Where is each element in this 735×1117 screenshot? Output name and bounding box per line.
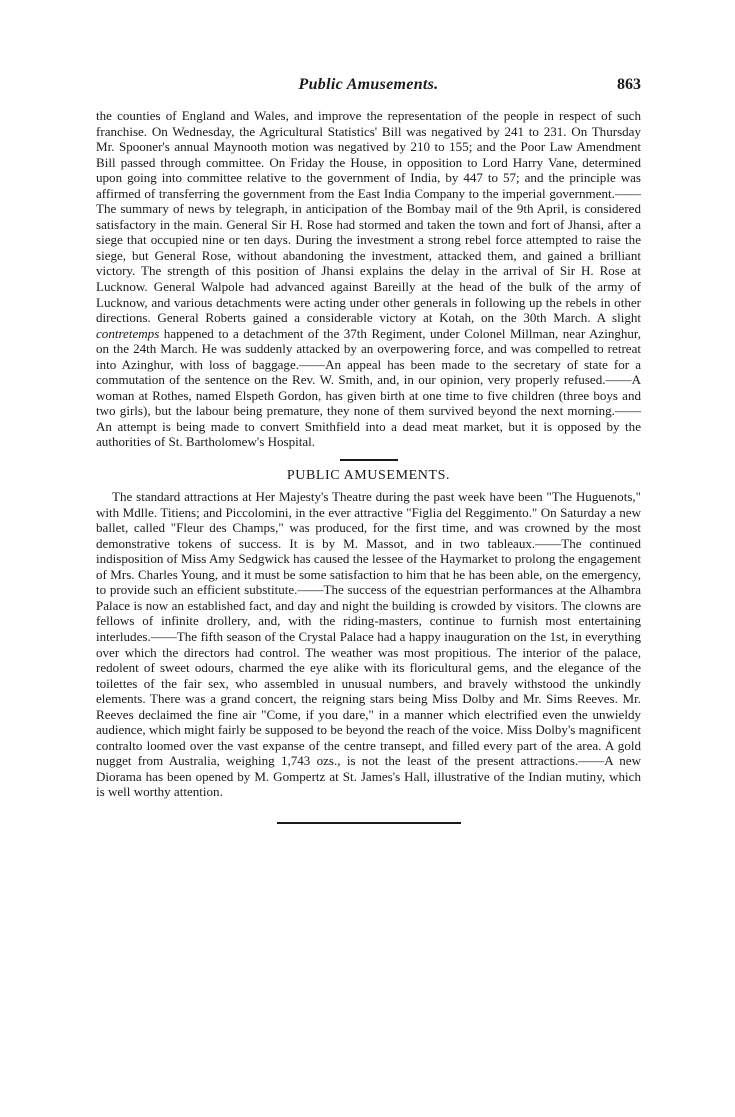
foreign-term: contretemps [96,325,160,341]
public-amusements-paragraph: The standard attractions at Her Majesty's Theatre during the past week have been "The Huguenots," with Mdlle. Titiens; and Piccolomini, in the ever attractive "Figlia del Reggimento." On Saturday a new ballet, called "Fleur des Champs," was produced, for the first time, and was crowned by the most demonstrative tokens of success. It is by M. Massot, and in two tableaux.——The continued indisposition of Miss Amy Sedgwick has caused the lessee of the Haymarket to prolong the engagement of Mrs. Charles Young, and it must be some satisfaction to him that he has been able, on the emergency, to provide such an efficient substitute.——The success of the equestrian performances at the Alhambra Palace is now an established fact, and day and night the building is crowded by visitors. The clowns are fellows of infinite drollery, and, with the riding-masters, continue to furnish most entertaining interludes.——The fifth season of the Crystal Palace had a happy inauguration on the 1st, in everything over which the directors had control. The weather was most propitious. The interior of the palace, redolent of sweet odours, charmed the eye alike with its floricultural gems, and the elegance of the toilettes of the fair sex, who assembled in unusual numbers, and bravely withstood the unkindly elements. There was a grand concert, the reigning stars being Miss Dolby and Mr. Sims Reeves. Mr. Reeves declaimed the fine air "Come, if you dare," in a manner which electrified even the unwieldy audience, which might fairly be supposed to be beyond the reach of the voice. Miss Dolby's magnificent contralto loomed over the vast expanse of the centre transept, and filled every part of the area. A gold nugget from Australia, weighing 1,743 ozs., is not the least of the present attractions.——A new Diorama has been opened by M. Gompertz at St. James's Hall, illustrative of the Indian mutiny, which is well worthy attention. [96,489,641,800]
running-head [96,76,641,100]
section-heading: PUBLIC AMUSEMENTS. [286,468,451,484]
running-title: Public Amusements. [298,76,439,93]
section-divider-short [340,459,398,461]
document-page [96,76,641,824]
news-summary-paragraph: the counties of England and Wales, and improve the representation of the people in respect of such franchise. On Wednesday, the Agricultural Statistics' Bill was negatived by 241 to 231. On Thursday Mr. Spooner's annual Maynooth motion was negatived by 210 to 155; and the Poor Law Amendment Bill passed through committee. On Friday the House, in opposition to Lord Harry Vane, determined upon going into committee relative to the government of India, by 447 to 57; and the principle was affirmed of transferring the government from the East India Company to the imperial government.——The summary of news by telegraph, in anticipation of the Bombay mail of the 9th April, is considered satisfactory in the main. General Sir H. Rose had stormed and taken the town and fort of Jhansi, after a siege that occupied nine or ten days. During the investment a strong rebel force attempted to raise the siege, but General Rose, without abandoning the investment, attacked them, and gained a brilliant victory. The strength of this position of Jhansi explains the delay in the arrival of Sir H. Rose at Lucknow. General Walpole had advanced against Bareilly at the head of the bulk of the army of Lucknow, and various detachments were acting under other generals in following up the rebels in other directions. General Roberts gained a considerable victory at Kotah, on the 30th March. A slight contretemps happened to a detachment of the 37th Regiment, under Colonel Millman, near Azinghur, on the 24th March. He was suddenly attacked by an overpowering force, and was compelled to retreat into Azinghur, with loss of baggage.——An appeal has been made to the secretary of state for a commutation of the sentence on the Rev. W. Smith, and, in our opinion, very properly refused.——A woman at Rothes, named Elspeth Gordon, has given birth at one time to five children (three boys and two girls), but the labour being premature, they none of them survived beyond the next morning.——An attempt is being made to convert Smithfield into a dead meat market, but it is opposed by the authorities of St. Bartholomew's Hospital. [96,108,641,450]
end-divider [277,822,461,824]
page-number: 863 [617,76,641,93]
